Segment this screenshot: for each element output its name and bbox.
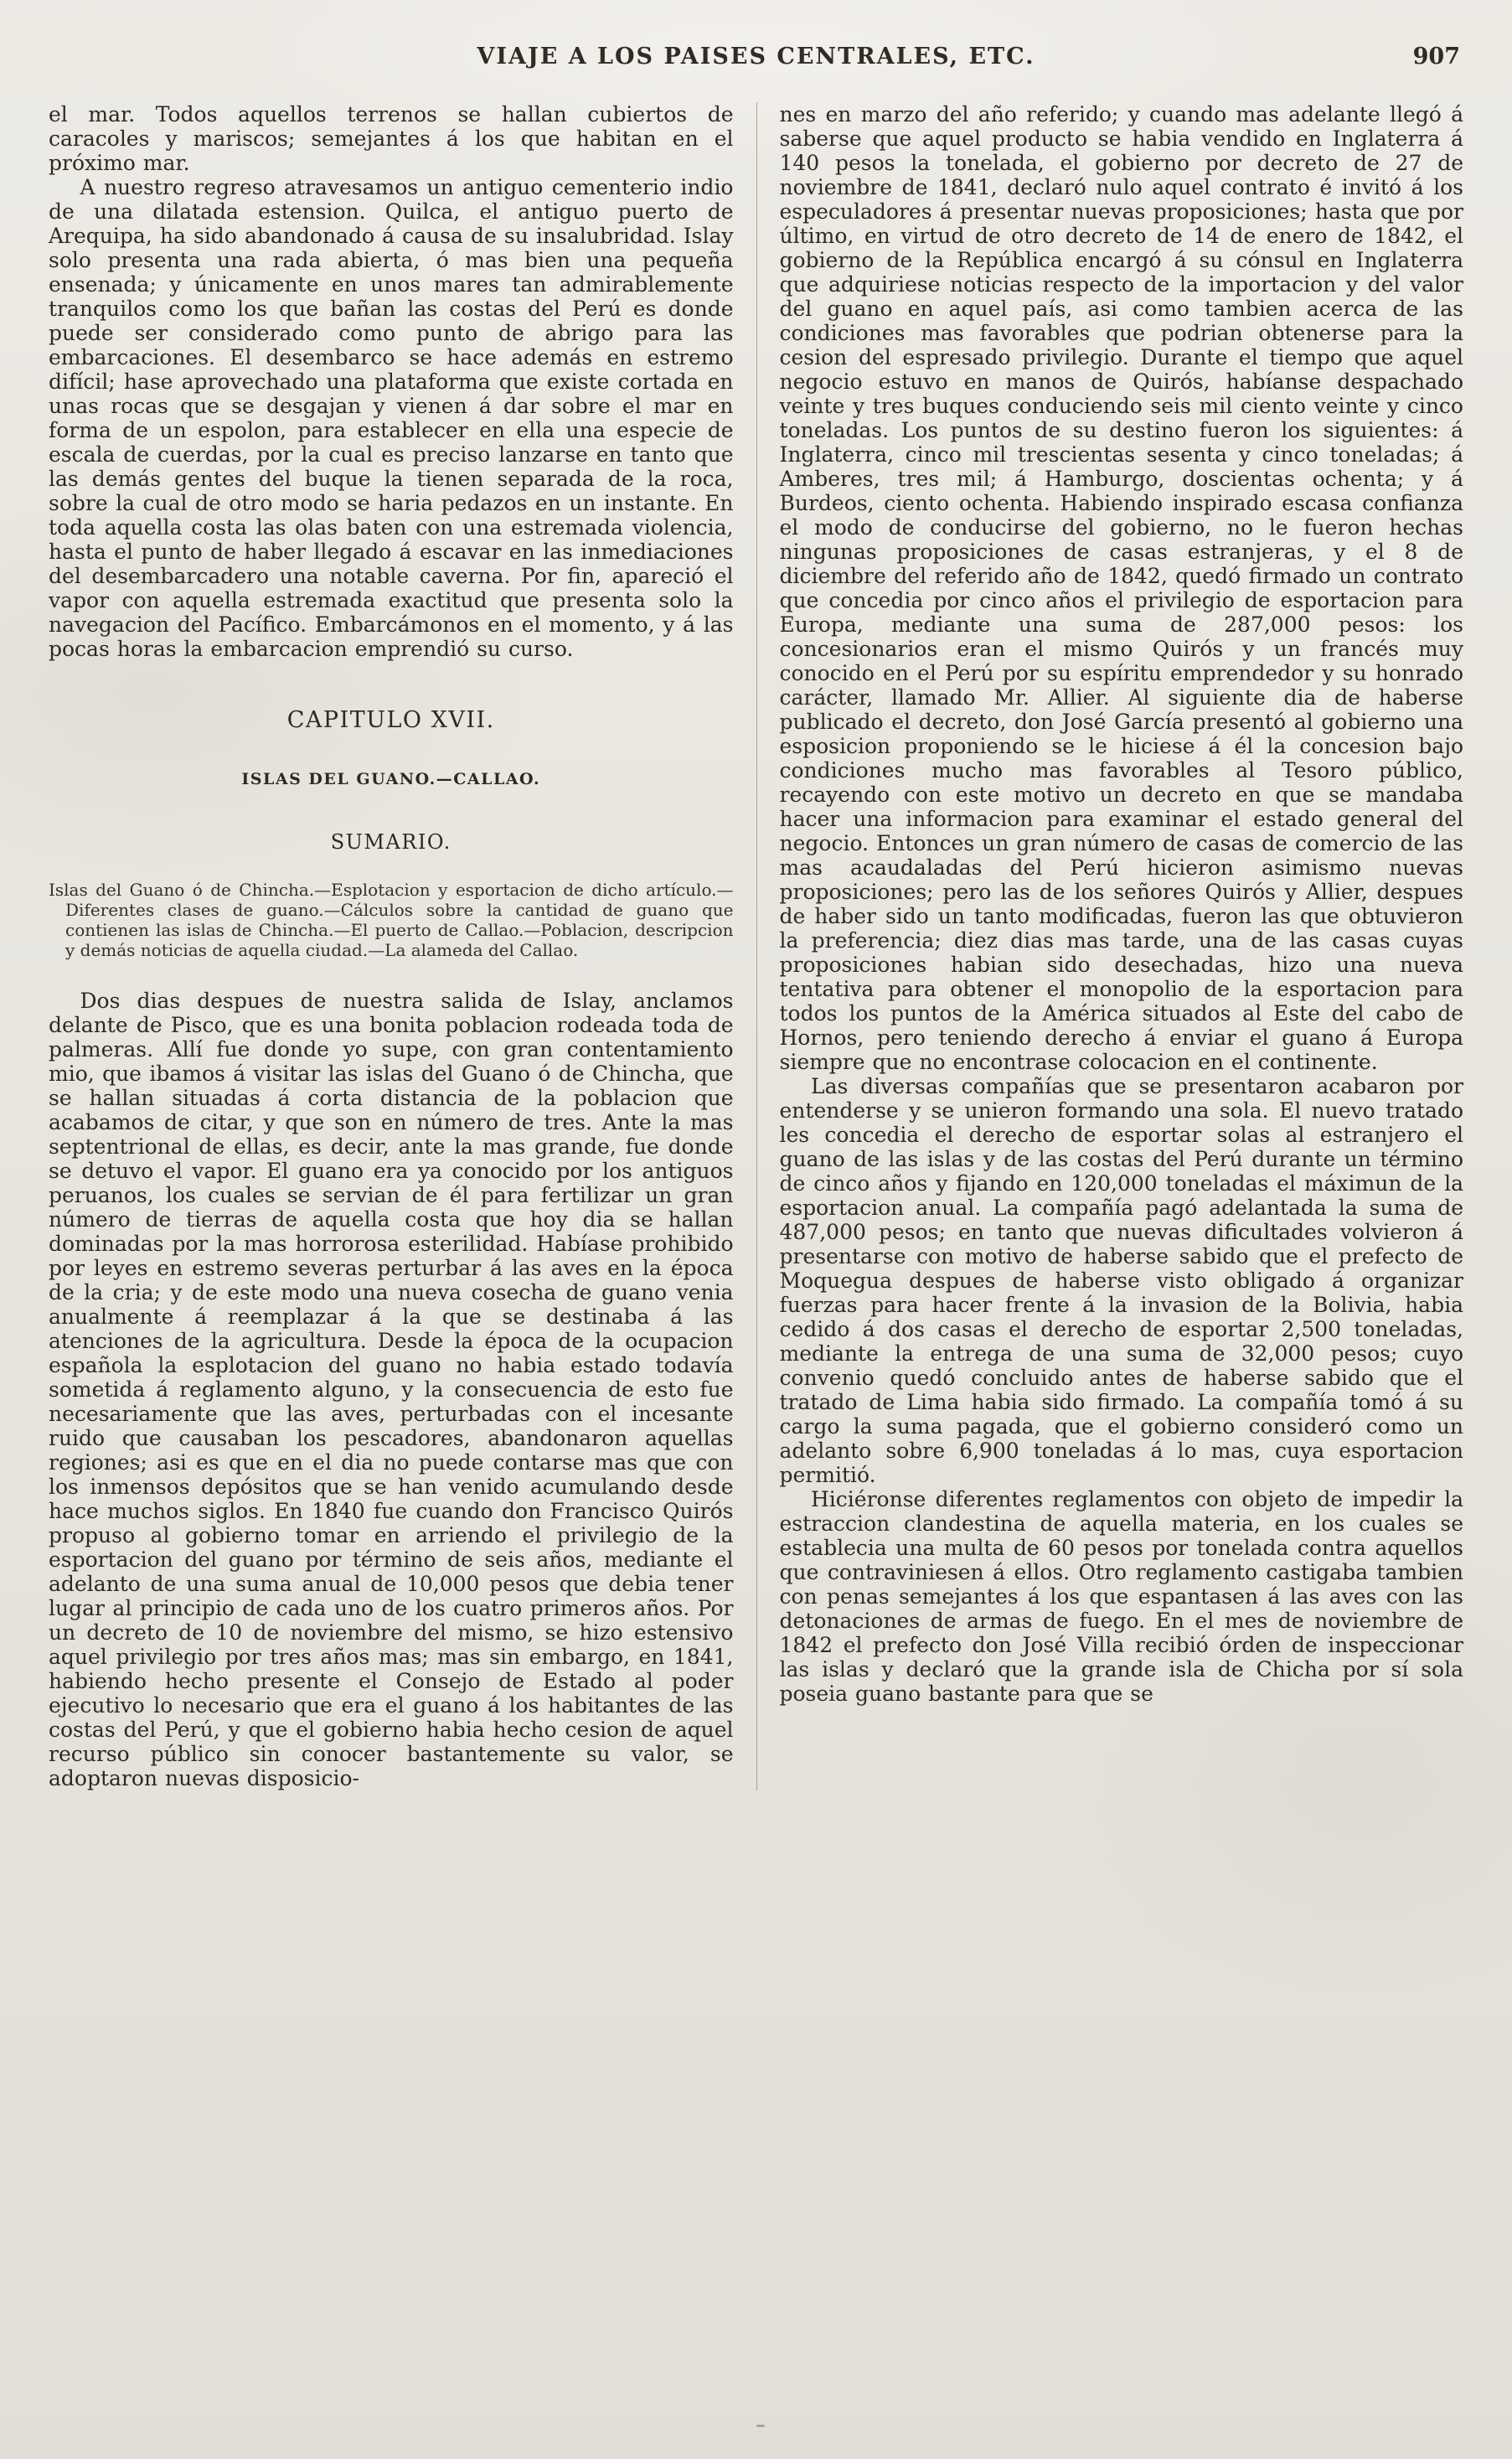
scan-artifact-mark (756, 2425, 765, 2427)
text-columns (49, 102, 1463, 1790)
right-column (756, 102, 1464, 1790)
paragraph-continuation: el mar. Todos aquellos terrenos se hallan cubiertos de caracoles y mariscos; semejantes á los que habitan en el próximo mar. (49, 102, 734, 175)
summary-heading: SUMARIO. (330, 830, 452, 854)
page-number: 907 (1412, 44, 1460, 70)
paragraph-continuation: nes en marzo del año referido; y cuando mas adelante llegó á saberse que aquel producto se habia vendido en Inglaterra á 140 pesos la tonelada, el gobierno por decreto de 27 de noviembre de 1841, declaró nulo aquel contrato é invitó á los especuladores á presentar nuevas proposiciones; hasta que por último, en virtud de otro decreto de 14 de enero de 1842, el gobierno de la República encargó á su cónsul en Inglaterra que adquiriese noticias respecto de la importacion y del valor del guano en aquel país, asi como tambien acerca de las condiciones mas favorables que podrian obtenerse para la cesion del espresado privilegio. Durante el tiempo que aquel negocio estuvo en manos de Quirós, habíanse despachado veinte y tres buques conduciendo seis mil ciento veinte y cinco toneladas. Los puntos de su destino fueron los siguientes: á Inglaterra, cinco mil trescientas sesenta y cinco toneladas; á Amberes, tres mil; á Hamburgo, doscientas ochenta; y á Burdeos, ciento ochenta. Habiendo inspirado escasa confianza el modo de conducirse del gobierno, no le fueron hechas ningunas proposiciones de casas estranjeras, y el 8 de diciembre del referido año de 1842, quedó firmado un contrato que concedia por cinco años el privilegio de esportacion para Europa, mediante una suma de 287,000 pesos: los concesionarios eran el mismo Quirós y un francés muy conocido en el Perú por su espíritu emprendedor y su honrado carácter, llamado Mr. Allier. Al siguiente dia de haberse publicado el decreto, don José García presentó al gobierno una esposicion proponiendo se le hiciese á él la concesion bajo condiciones mucho mas favorables al Tesoro público, recayendo con este motivo un decreto en que se mandaba hacer una informacion para examinar el estado general del negocio. Entonces un gran número de casas de comercio de las mas acaudaladas del Perú hicieron asimismo nuevas proposiciones; pero las de los señores Quirós y Allier, despues de haber sido un tanto modificadas, fueron las que obtuvieron la preferencia; diez dias mas tarde, una de las casas cuyas proposiciones habian sido desechadas, hizo una nueva tentativa para obtener el monopolio de la esportacion para todos los puntos de la América situados al Este del cabo de Hornos, pero teniendo derecho á enviar el guano á Europa siempre que no encontrase colocacion en el continente. (779, 102, 1463, 1074)
left-column (49, 102, 756, 1790)
paragraph: Dos dias despues de nuestra salida de Islay, anclamos delante de Pisco, que es una bonita poblacion rodeada toda de palmeras. Allí fue donde yo supe, con gran contentamiento mio, que ibamos á visitar las islas del Guano ó de Chincha, que se hallan situadas á corta distancia de la poblacion que acabamos de citar, y que son en número de tres. Ante la mas septentrional de ellas, es decir, ante la mas grande, fue donde se detuvo el vapor. El guano era ya conocido por los antiguos peruanos, los cuales se servian de él para fertilizar un gran número de tierras de aquella costa que hoy dia se hallan dominadas por la mas horrorosa esterilidad. Habíase prohibido por leyes en estremo severas perturbar á las aves en la época de la cria; y de este modo una nueva cosecha de guano venia anualmente á reemplazar á la que se destinaba á las atenciones de la agricultura. Desde la época de la ocupacion española la esplotacion del guano no habia estado todavía sometida á reglamento alguno, y la consecuencia de esto fue necesariamente que las aves, perturbadas con el incesante ruido que causaban los pescadores, abandonaron aquellas regiones; asi es que en el dia no puede contarse mas que con los inmensos depósitos que se han venido acumulando desde hace muchos siglos. En 1840 fue cuando don Francisco Quirós propuso al gobierno tomar en arriendo el privilegio de la esportacion del guano por término de seis años, mediante el adelanto de una suma anual de 10,000 pesos que debia tener lugar al principio de cada uno de los cuatro primeros años. Por un decreto de 10 de noviembre del mismo, se hizo estensivo aquel privilegio por tres años mas; mas sin embargo, en 1841, habiendo hecho presente el Consejo de Estado al poder ejecutivo lo necesario que era el guano á los habitantes de las costas del Perú, y que el gobierno habia hecho cesion de aquel recurso público sin conocer bastantemente su valor, se adoptaron nuevas disposicio- (49, 989, 734, 1790)
paragraph: Las diversas compañías que se presentaron acabaron por entenderse y se unieron formando una sola. El nuevo tratado les concedia el derecho de esportar solas al estranjero el guano de las islas y de las costas del Perú durante un término de cinco años y fijando en 120,000 toneladas el máximun de la esportacion anual. La compañía pagó adelantada la suma de 487,000 pesos; en tanto que nuevas dificultades volvieron á presentarse con motivo de haberse sabido que el prefecto de Moquegua despues de haberse visto obligado á organizar fuerzas para hacer frente á la invasion de la Bolivia, habia cedido á dos casas el derecho de esportar 2,500 toneladas, mediante la entrega de una suma de 32,000 pesos; cuyo convenio quedó concluido antes de haberse sabido que el tratado de Lima habia sido firmado. La compañía tomó á su cargo la suma pagada, que el gobierno consideró como un adelanto sobre 6,900 toneladas á lo mas, cuya esportacion permitió. (779, 1074, 1463, 1487)
running-head-title: VIAJE A LOS PAISES CENTRALES, ETC. (477, 44, 1035, 70)
chapter-heading: CAPITULO XVII. (286, 707, 495, 733)
summary-text: Islas del Guano ó de Chincha.—Esplotacion y esportacion de dicho artículo.—Diferentes clases de guano.—Cálculos sobre la cantidad de guano que contienen las islas de Chincha.—El puerto de Callao.—Poblacion, descripcion y demás noticias de aquella ciudad.—La alameda del Callao. (49, 880, 734, 960)
chapter-subtitle: ISLAS DEL GUANO.—CALLAO. (241, 770, 541, 788)
page-header (49, 44, 1463, 80)
paragraph: Hiciéronse diferentes reglamentos con objeto de impedir la estraccion clandestina de aquella materia, en los cuales se establecia una multa de 60 pesos por tonelada contra aquellos que contraviniesen á ellos. Otro reglamento castigaba tambien con penas semejantes á los que espantasen á las aves con las detonaciones de armas de fuego. En el mes de noviembre de 1842 el prefecto don José Villa recibió órden de inspeccionar las islas y declaró que la grande isla de Chicha por sí sola poseia guano bastante para que se (779, 1487, 1463, 1706)
paragraph: A nuestro regreso atravesamos un antiguo cementerio indio de una dilatada estension. Quilca, el antiguo puerto de Arequipa, ha sido abandonado á causa de su insalubridad. Islay solo presenta una rada abierta, ó mas bien una pequeña ensenada; y únicamente en unos mares tan admirablemente tranquilos como los que bañan las costas del Perú es donde puede ser considerado como punto de abrigo para las embarcaciones. El desembarco se hace además en estremo difícil; hase aprovechado una plataforma que existe cortada en unas rocas que se desgajan y vienen á dar sobre el mar en forma de un espolon, para establecer en ella una especie de escala de cuerdas, por la cual es preciso lanzarse en tanto que las demás gentes del buque la tienen separada de la roca, sobre la cual de otro modo se haria pedazos en un instante. En toda aquella costa las olas baten con una estremada violencia, hasta el punto de haber llegado á escavar en las inmediaciones del desembarcadero una notable caverna. Por fin, apareció el vapor con aquella estremada exactitud que presenta solo la navegacion del Pacífico. Embarcámonos en el momento, y á las pocas horas la embarcacion emprendió su curso. (49, 175, 734, 661)
